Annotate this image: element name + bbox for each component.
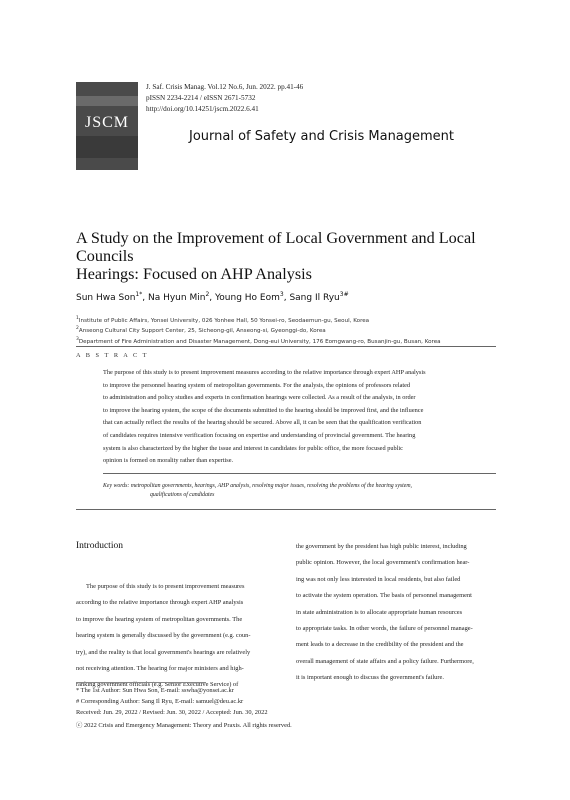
- author-list: Sun Hwa Son$^{1*}$, Na Hyun Min$^2$, Young Ho Eom$^3$, Sang Il Ryu$^{3\#}$: [76, 291, 349, 303]
- author-name: Sun Hwa Son: [76, 293, 136, 303]
- cover-band: [76, 136, 138, 158]
- abstract-bottom-rule: [76, 509, 496, 510]
- affiliation-3: $^3$Department of Fire Administration and Disaster Management, Dong-eui University, 176 Eomgwang-ro, Busanjin-gu, Busan, Korea: [76, 337, 441, 345]
- body-line: ranking government officials (e.g. Senior Executive Service) of: [76, 681, 239, 689]
- body-line: to improve the hearing system of metropolitan governments. The: [76, 615, 243, 623]
- abstract-line: to administration and policy studies and experts in confirmation hearings were collected. As a result of the analysis, in order: [103, 394, 416, 402]
- abstract-line: to improve the personnel hearing system of metropolitan governments. For the analysis, the opinions of professors related: [103, 381, 411, 389]
- footnote-copyright: ⓒ 2022 Crisis and Emergency Management: Theory and Praxis. All rights reserved.: [76, 722, 292, 729]
- abstract-line: system is also characterized by the higher the issue and interest in candidates for public office, the more focused public: [103, 444, 403, 452]
- body-line: The purpose of this study is to present improvement measures: [86, 583, 245, 590]
- body-line: overall management of state affairs and a policy failure. Furthermore,: [296, 657, 474, 665]
- keywords-top-rule: [103, 473, 496, 474]
- title-line-2: Hearings: Focused on AHP Analysis: [76, 265, 312, 283]
- abstract-line: to improve the hearing system, the scope of the documents submitted to the hearing should be improved first, and the influence: [103, 406, 424, 414]
- abstract-heading: A B S T R A C T: [76, 352, 149, 359]
- title-line-1: A Study on the Improvement of Local Government and Local Councils: [76, 229, 476, 265]
- journal-name: Journal of Safety and Crisis Management: [189, 129, 455, 144]
- body-line: the government by the president has high public interest, including: [296, 543, 467, 550]
- keywords-label: Key words:: [103, 483, 130, 489]
- body-line: it is important enough to discuss the government's failure.: [296, 674, 444, 682]
- body-line: public opinion. However, the local government's confirmation hear-: [296, 559, 470, 567]
- abstract-text: [103, 367, 496, 468]
- footnote-dates: Received: Jun. 29, 2022 / Revised: Jun. 30, 2022 / Accepted: Jun. 30, 2022: [76, 709, 268, 716]
- author-sup: 2: [205, 291, 210, 298]
- body-right-column: [296, 539, 504, 687]
- section-title: Introduction: [76, 541, 123, 551]
- author-sup: 1*: [135, 291, 143, 298]
- body-left-column: [76, 579, 284, 694]
- body-line: in state administration is to allocate appropriate human resources: [296, 608, 463, 616]
- keywords-line-1: metropolitan governments, hearings, AHP analysis, resolving major issues, resolving the problems of the hearing system,: [130, 483, 412, 489]
- footnote-first-author: * The 1st Author: Sun Hwa Son, E-mail: sswha@yonsei.ac.kr: [76, 687, 234, 694]
- author-sup: 3: [279, 291, 284, 298]
- abstract-line: that can actually reflect the results of the hearing should be secured. Above all, it can be seen that the qualification verification: [103, 419, 422, 427]
- abstract-line: The purpose of this study is to present improvement measures according to the relative importance through expert AHP analysis: [103, 369, 426, 376]
- author-name: Young Ho Eom: [215, 293, 280, 303]
- body-line: ment leads to a decrease in the credibility of the president and the: [296, 641, 464, 649]
- affiliation-1: $^1$Institute of Public Affairs, Yonsei University, 026 Yonhee Hall, 50 Yonsei-ro, Seodaemun-gu, Seoul, Korea: [76, 316, 370, 324]
- body-line: not receiving attention. The hearing for major ministers and high-: [76, 665, 244, 673]
- author-name: Sang Il Ryu: [289, 293, 340, 303]
- keywords: [103, 482, 496, 500]
- abstract-line: of candidates requires intensive verification focusing on expertise and understanding of provincial government. The hearing: [103, 431, 416, 439]
- author-sup: 3#: [339, 291, 349, 298]
- abstract-line: opinion is formed on morality rather than expertise.: [103, 457, 234, 465]
- body-line: to activate the system operation. The basis of personnel management: [296, 592, 472, 600]
- doi-link[interactable]: http://doi.org/10.14251/jscm.2022.6.41: [146, 105, 259, 113]
- citation-line: J. Saf. Crisis Manag. Vol.12 No.6, Jun. 2022. pp.41-46: [146, 83, 304, 91]
- author-name: Na Hyun Min: [147, 293, 206, 303]
- affiliation-2: $^2$Anseong Cultural City Support Center, 25, Sicheong-gil, Anseong-si, Gyeonggi-do, Korea: [76, 326, 326, 334]
- issn-line: pISSN 2234-2214 / eISSN 2671-5732: [146, 94, 256, 102]
- keywords-line-2: qualifications of candidates: [150, 492, 215, 498]
- body-line: to appropriate tasks. In other words, the failure of personnel manage-: [296, 625, 473, 633]
- body-line: ing was not only less interested in local residents, but also failed: [296, 575, 461, 583]
- body-line: try), and the reality is that local government's hearings are relatively: [76, 648, 251, 656]
- abstract-top-rule: [76, 346, 496, 347]
- journal-cover-thumbnail: [76, 82, 138, 170]
- article-title: [76, 229, 516, 283]
- footnote-corresponding-author: # Corresponding Author: Sang Il Ryu, E-mail: samuel@deu.ac.kr: [76, 698, 244, 705]
- cover-stripe: [76, 96, 138, 106]
- body-line: hearing system is generally discussed by the government (e.g. coun-: [76, 632, 251, 640]
- cover-logo: JSCM: [84, 114, 130, 131]
- footnote-rule: [76, 682, 206, 683]
- body-line: according to the relative importance through expert AHP analysis: [76, 599, 244, 607]
